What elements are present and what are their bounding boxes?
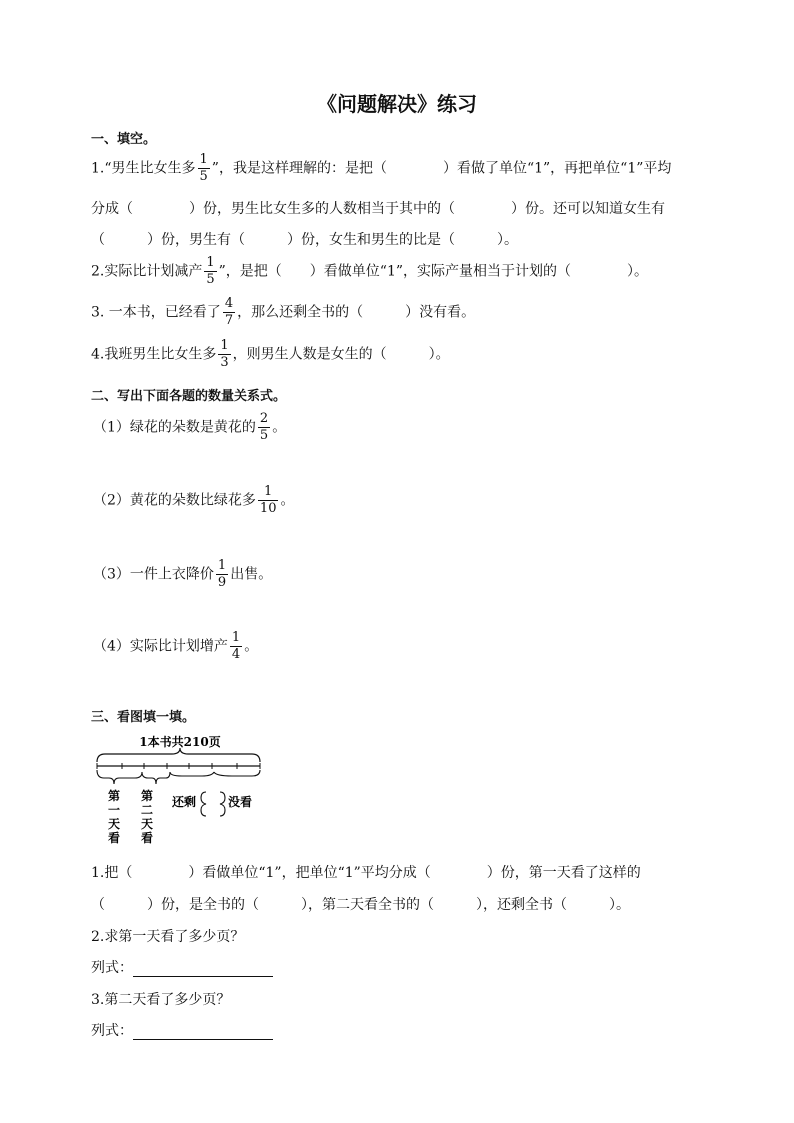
s2-item-2-numerator: 1: [264, 484, 273, 499]
s3-q2-answer-line[interactable]: [133, 962, 273, 977]
q4-text-a: 4.我班男生比女生多: [91, 346, 217, 363]
diagram-blank-left-brace: [201, 792, 206, 816]
q1-text-b: ”，我是这样理解的：是把（ ）看做了单位“1”，再把单位“1”平均: [211, 160, 672, 177]
diagram-unread-label: 没看: [228, 795, 253, 809]
q3-fraction: [223, 296, 235, 329]
s3-q1-line1: 1.把（ ）看做单位“1”，把单位“1”平均分成（ ）份，第一天看了这样的: [91, 865, 641, 881]
q1-fraction: [198, 152, 210, 185]
s2-item-1-text: （1）绿花的朵数是黄花的: [93, 419, 256, 436]
s2-item-3-fraction: [216, 558, 228, 591]
section3-heading: 三、看图填一填。: [91, 710, 196, 725]
q3-line: [91, 296, 475, 329]
q3-frac-numerator: 4: [224, 296, 234, 311]
q2-line: [91, 255, 648, 288]
diagram-day1-char2: 一: [107, 803, 121, 817]
s2-item-3-denominator: 9: [217, 575, 227, 590]
q1-frac-denominator: 5: [199, 169, 208, 184]
s2-item-4: [93, 630, 258, 663]
diagram-top-brace: [97, 748, 260, 762]
q1-frac-numerator: 1: [199, 152, 208, 167]
s2-item-2-denominator: 10: [259, 501, 277, 516]
q4-frac-denominator: 3: [220, 355, 229, 370]
section1-heading: 一、填空。: [91, 132, 157, 147]
s2-item-1: [93, 411, 286, 444]
s2-item-2: [93, 484, 294, 517]
q3-text-b: ，那么还剩全书的（ ）没有看。: [237, 304, 476, 321]
q1-line1: [91, 152, 671, 185]
s2-item-4-fraction: [230, 630, 242, 663]
s2-item-3: [93, 558, 272, 591]
s3-q2: 2.求第一天看了多少页？: [91, 929, 245, 945]
page-title: 《问题解决》练习: [317, 92, 477, 116]
diagram-day1-char3: 天: [107, 817, 121, 831]
s2-item-3-end: 出售。: [230, 566, 273, 583]
diagram-day1-char4: 看: [107, 831, 121, 845]
s3-q1-line2: （ ）份，是全书的（ ），第二天看全书的（ ），还剩全书（ ）。: [91, 897, 630, 913]
diagram-brace-remain-top: [170, 772, 214, 776]
q2-frac-denominator: 5: [206, 272, 215, 287]
s2-item-2-end: 。: [280, 492, 295, 509]
q4-text-b: ，则男生人数是女生的（ ）。: [232, 346, 450, 363]
diagram-blank-right-brace: [220, 792, 225, 816]
s2-item-4-text: （4）实际比计划增产: [93, 638, 228, 655]
section2-heading: 二、写出下面各题的数量关系式。: [91, 389, 287, 404]
s2-item-4-numerator: 1: [231, 630, 241, 645]
s2-item-2-fraction: [258, 484, 279, 517]
diagram-day2-char4: 看: [140, 831, 154, 845]
diagram-total-label: 1本书共210页: [139, 735, 221, 749]
s2-item-4-end: 。: [244, 638, 259, 655]
q2-text-b: ”，是把（ ）看做单位“1”，实际产量相当于计划的（ ）。: [218, 263, 649, 280]
q3-text-a: 3. 一本书，已经看了: [91, 304, 221, 321]
s2-item-2-text: （2）黄花的朵数比绿花多: [93, 492, 256, 509]
s3-q3-answer-row: [91, 1020, 273, 1040]
q4-line: [91, 338, 450, 371]
q2-fraction: [204, 255, 216, 288]
q3-frac-denominator: 7: [224, 313, 234, 328]
diagram-brace-remain-right: [214, 770, 260, 776]
q2-text-a: 2.实际比计划减产: [91, 263, 203, 280]
q1-line2: 分成（ ）份，男生比女生多的人数相当于其中的（ ）份。还可以知道女生有: [91, 201, 665, 217]
s2-item-3-numerator: 1: [217, 558, 227, 573]
q1-text-a: 1.“男生比女生多: [91, 160, 196, 177]
book-page-diagram: [92, 730, 272, 848]
diagram-day2-char1: 第: [140, 789, 154, 803]
s2-item-3-text: （3）一件上衣降价: [93, 566, 214, 583]
q4-frac-numerator: 1: [220, 338, 229, 353]
diagram-remain-label: 还剩: [172, 795, 197, 809]
diagram-brace-day1: [97, 770, 142, 784]
s3-q3-label: 列式：: [91, 1023, 133, 1039]
s2-item-1-fraction: [258, 411, 270, 444]
s3-q2-label: 列式：: [91, 960, 133, 976]
s3-q3: 3.第二天看了多少页？: [91, 992, 231, 1008]
q2-frac-numerator: 1: [206, 255, 215, 270]
s2-item-1-denominator: 5: [259, 428, 269, 443]
s3-q3-answer-line[interactable]: [133, 1025, 273, 1040]
s2-item-1-end: 。: [272, 419, 287, 436]
s3-q2-answer-row: [91, 957, 273, 977]
diagram-brace-day2: [142, 772, 170, 784]
diagram-day1-char1: 第: [107, 789, 121, 803]
s2-item-4-denominator: 4: [231, 647, 241, 662]
diagram-day2-char2: 二: [140, 803, 154, 817]
s2-item-1-numerator: 2: [259, 411, 269, 426]
diagram-day2-char3: 天: [140, 817, 154, 831]
q1-line3: （ ）份，男生有（ ）份，女生和男生的比是（ ）。: [91, 232, 518, 248]
q4-fraction: [218, 338, 230, 371]
